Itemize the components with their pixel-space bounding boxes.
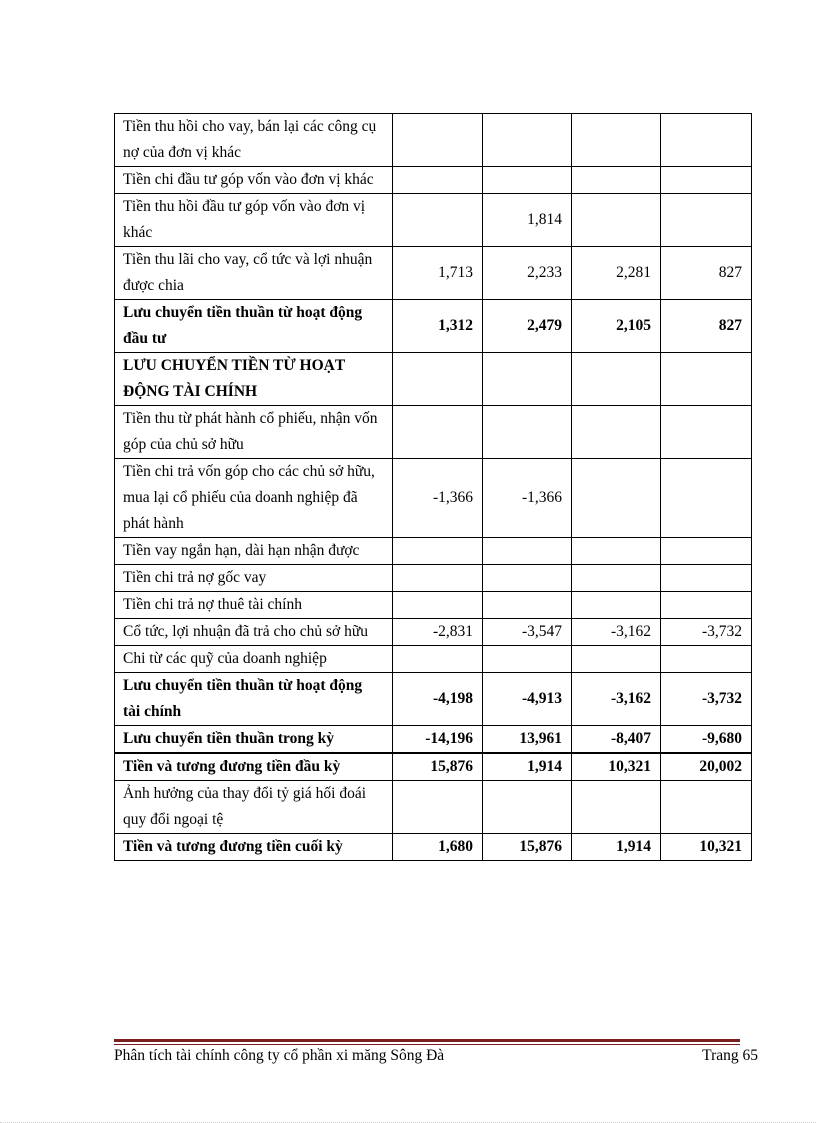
value-cell <box>393 565 483 592</box>
value-cell: -1,366 <box>483 459 572 538</box>
value-cell: -3,547 <box>483 619 572 646</box>
row-label: Lưu chuyển tiền thuần từ hoạt động tài chính <box>115 673 393 726</box>
row-label: Tiền thu từ phát hành cổ phiếu, nhận vốn góp của chủ sở hữu <box>115 406 393 459</box>
value-cell <box>393 538 483 565</box>
table-row <box>115 167 752 194</box>
value-cell <box>572 194 661 247</box>
table-row <box>115 781 752 834</box>
value-cell <box>483 406 572 459</box>
row-label: Tiền chi trả nợ gốc vay <box>115 565 393 592</box>
value-cell: 15,876 <box>393 753 483 781</box>
value-cell <box>572 167 661 194</box>
value-cell <box>572 646 661 673</box>
value-cell: 1,312 <box>393 300 483 353</box>
value-cell <box>661 194 752 247</box>
table-row <box>115 726 752 754</box>
row-label: Tiền chi trả vốn góp cho các chủ sở hữu, mua lại cổ phiếu của doanh nghiệp đã phát hành <box>115 459 393 538</box>
cash-flow-table <box>114 113 752 861</box>
value-cell <box>661 114 752 167</box>
value-cell <box>661 353 752 406</box>
row-label: Tiền thu hồi cho vay, bán lại các công cụ nợ của đơn vị khác <box>115 114 393 167</box>
value-cell: -8,407 <box>572 726 661 754</box>
value-cell <box>572 406 661 459</box>
value-cell <box>393 646 483 673</box>
row-label: Tiền và tương đương tiền cuối kỳ <box>115 834 393 861</box>
value-cell: 1,713 <box>393 247 483 300</box>
value-cell: 13,961 <box>483 726 572 754</box>
row-label: Chi từ các quỹ của doanh nghiệp <box>115 646 393 673</box>
value-cell <box>393 114 483 167</box>
value-cell: -3,162 <box>572 619 661 646</box>
value-cell: 20,002 <box>661 753 752 781</box>
value-cell: 827 <box>661 300 752 353</box>
value-cell <box>572 565 661 592</box>
value-cell <box>572 114 661 167</box>
row-label: Cổ tức, lợi nhuận đã trả cho chủ sở hữu <box>115 619 393 646</box>
value-cell <box>572 459 661 538</box>
value-cell <box>393 194 483 247</box>
value-cell <box>393 592 483 619</box>
value-cell: 2,479 <box>483 300 572 353</box>
value-cell <box>483 646 572 673</box>
table-row <box>115 538 752 565</box>
value-cell: 2,233 <box>483 247 572 300</box>
row-label: Lưu chuyển tiền thuần trong kỳ <box>115 726 393 754</box>
table-row <box>115 646 752 673</box>
row-label: Tiền thu lãi cho vay, cổ tức và lợi nhuận được chia <box>115 247 393 300</box>
value-cell: -3,162 <box>572 673 661 726</box>
value-cell <box>483 781 572 834</box>
value-cell: -9,680 <box>661 726 752 754</box>
value-cell: -3,732 <box>661 673 752 726</box>
value-cell: 10,321 <box>572 753 661 781</box>
value-cell: -4,913 <box>483 673 572 726</box>
value-cell <box>393 353 483 406</box>
value-cell <box>572 353 661 406</box>
table-row <box>115 565 752 592</box>
value-cell: 827 <box>661 247 752 300</box>
value-cell <box>483 565 572 592</box>
value-cell <box>661 565 752 592</box>
value-cell <box>483 353 572 406</box>
value-cell <box>572 781 661 834</box>
row-label: Lưu chuyển tiền thuần từ hoạt động đầu tư <box>115 300 393 353</box>
value-cell <box>661 406 752 459</box>
row-label: Tiền chi đầu tư góp vốn vào đơn vị khác <box>115 167 393 194</box>
footer-rule-thin <box>114 1044 740 1045</box>
footer-rule-thick <box>114 1039 740 1042</box>
row-label: LƯU CHUYỂN TIỀN TỪ HOẠT ĐỘNG TÀI CHÍNH <box>115 353 393 406</box>
value-cell <box>661 592 752 619</box>
value-cell: 1,680 <box>393 834 483 861</box>
value-cell <box>572 592 661 619</box>
value-cell: -4,198 <box>393 673 483 726</box>
table-row <box>115 834 752 861</box>
value-cell: 2,105 <box>572 300 661 353</box>
row-label: Tiền vay ngắn hạn, dài hạn nhận được <box>115 538 393 565</box>
value-cell <box>661 538 752 565</box>
value-cell: 10,321 <box>661 834 752 861</box>
value-cell: 2,281 <box>572 247 661 300</box>
value-cell <box>661 167 752 194</box>
table-row <box>115 619 752 646</box>
value-cell: 15,876 <box>483 834 572 861</box>
value-cell: -1,366 <box>393 459 483 538</box>
value-cell <box>572 538 661 565</box>
value-cell <box>483 114 572 167</box>
table-row <box>115 406 752 459</box>
value-cell <box>483 592 572 619</box>
value-cell: 1,814 <box>483 194 572 247</box>
value-cell: -14,196 <box>393 726 483 754</box>
table-row <box>115 353 752 406</box>
value-cell <box>393 167 483 194</box>
value-cell <box>661 646 752 673</box>
value-cell: -3,732 <box>661 619 752 646</box>
table-row <box>115 247 752 300</box>
table-row <box>115 753 752 781</box>
table-row <box>115 114 752 167</box>
value-cell <box>393 406 483 459</box>
row-label: Ảnh hưởng của thay đổi tỷ giá hối đoái quy đổi ngoại tệ <box>115 781 393 834</box>
table-row <box>115 673 752 726</box>
value-cell <box>393 781 483 834</box>
row-label: Tiền chi trả nợ thuê tài chính <box>115 592 393 619</box>
value-cell: -2,831 <box>393 619 483 646</box>
value-cell <box>483 538 572 565</box>
value-cell <box>661 459 752 538</box>
table-row <box>115 592 752 619</box>
row-label: Tiền và tương đương tiền đầu kỳ <box>115 753 393 781</box>
footer-document-title: Phân tích tài chính công ty cổ phần xi măng Sông Đà <box>114 1047 445 1064</box>
table-row <box>115 300 752 353</box>
value-cell: 1,914 <box>483 753 572 781</box>
value-cell <box>483 167 572 194</box>
value-cell: 1,914 <box>572 834 661 861</box>
row-label: Tiền thu hồi đầu tư góp vốn vào đơn vị khác <box>115 194 393 247</box>
value-cell <box>661 781 752 834</box>
table-row <box>115 194 752 247</box>
footer-page-number: Trang 65 <box>702 1047 758 1064</box>
table-row <box>115 459 752 538</box>
